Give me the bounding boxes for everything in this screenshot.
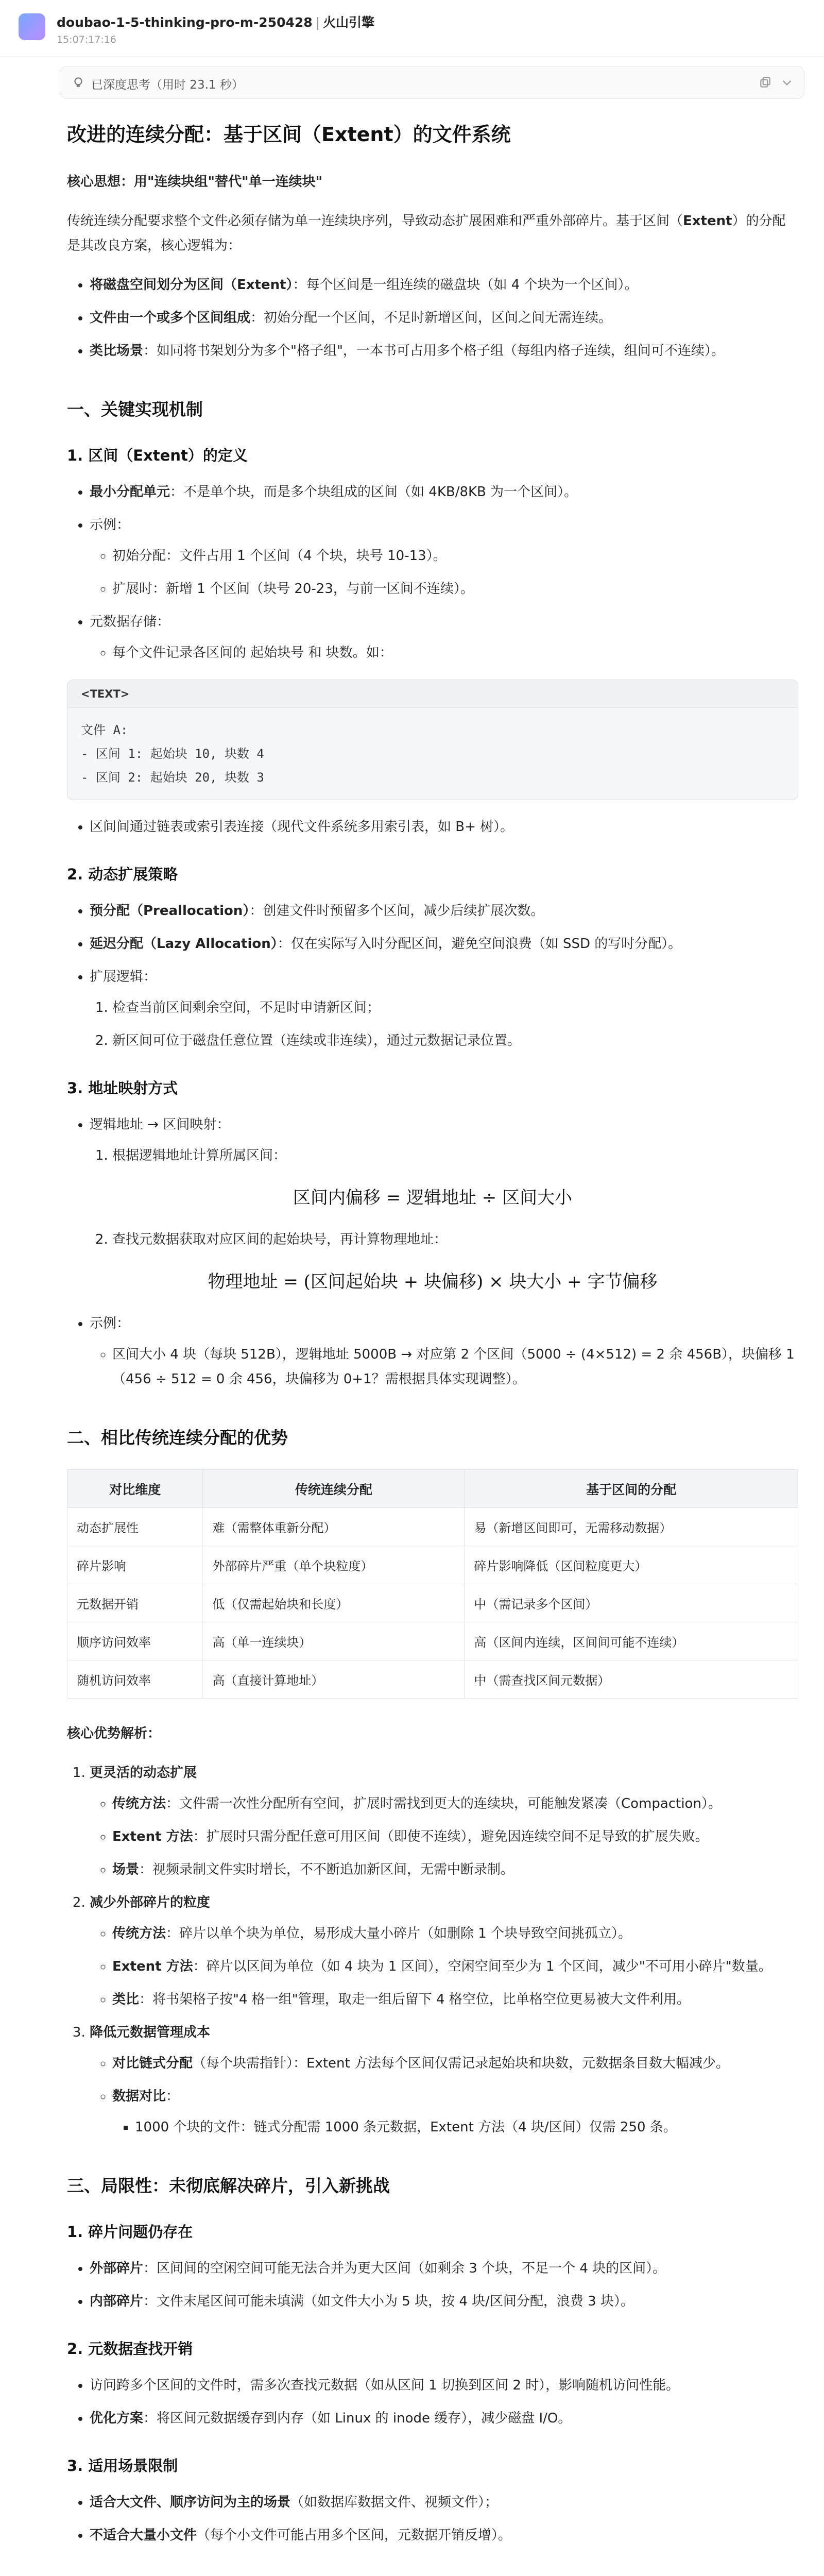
thinking-icon — [72, 76, 85, 89]
list-item: 1. 根据逻辑地址计算所属区间： — [112, 1143, 798, 1168]
subsection-heading: 2. 动态扩展策略 — [67, 866, 178, 883]
item-bold: 不适合大量小文件 — [90, 2528, 197, 2543]
list-item — [90, 480, 798, 504]
table-cell: 难（需整体重新分配） — [203, 1508, 465, 1546]
nested-list — [90, 1791, 798, 1882]
item-text: （如数据库数据文件、视频文件）； — [290, 2495, 499, 2510]
item-bold: 对比链式分配 — [112, 2056, 193, 2071]
core-idea — [67, 170, 798, 194]
item-text: ：如同将书架划分为多个"格子组"，一本书可占用多个格子组（每组内格子连续，组间可不连续）。 — [143, 343, 725, 359]
item-bold: Extent 方法 — [112, 1959, 193, 1974]
table-cell: 元数据开销 — [67, 1584, 203, 1622]
table-cell: 高（直接计算地址） — [203, 1660, 465, 1699]
item-text: ：每个区间是一组连续的磁盘块（如 4 个块为一个区间）。 — [293, 277, 638, 293]
list-item — [90, 2373, 798, 2398]
list-item — [90, 964, 798, 1053]
copy-thinking-icon[interactable] — [759, 76, 772, 89]
metadata-overhead-list — [67, 2373, 798, 2431]
item-text: （每个小文件可能占用多个区间，元数据开销反增）。 — [197, 2528, 512, 2543]
item-text: ：创建文件时预留多个区间，减少后续扩展次数。 — [249, 903, 544, 919]
table-cell: 顺序访问效率 — [67, 1622, 203, 1660]
list-item — [112, 1921, 798, 1946]
item-bold: 类比 — [112, 1992, 140, 2007]
table-cell: 外部碎片严重（单个块粒度） — [203, 1546, 465, 1584]
section-heading: 一、关键实现机制 — [67, 399, 203, 419]
table-row — [67, 1546, 798, 1584]
table-cell: 中（需查找区间元数据） — [465, 1660, 798, 1699]
subsection-heading: 3. 适用场景限制 — [67, 2457, 178, 2475]
table-row — [67, 1660, 798, 1699]
item-bold: 数据对比 — [112, 2089, 166, 2104]
table-header-row — [67, 1470, 798, 1508]
thinking-toggle[interactable] — [60, 66, 804, 99]
list-item — [90, 306, 798, 330]
table-header-cell: 对比维度 — [67, 1470, 203, 1508]
item-bold: 传统方法 — [112, 1926, 166, 1941]
item-text: ：不是单个块，而是多个块组成的区间（如 4KB/8KB 为一个区间）。 — [170, 484, 578, 500]
chevron-down-icon[interactable] — [780, 76, 794, 89]
list-item — [90, 2523, 798, 2548]
code-block — [67, 680, 798, 800]
list-item: ◦ 扩展时：新增 1 个区间（块号 20-23，与前一区间不连续）。 — [112, 577, 798, 601]
item-text: 访问跨多个区间的文件时，需多次查找元数据（如从区间 1 切换到区间 2 时），影响随机访问性能。 — [90, 2378, 680, 2393]
item-text: ：初始分配一个区间，不足时新增区间，区间之间无需连续。 — [250, 310, 612, 326]
item-bold: 最小分配单元 — [90, 484, 170, 500]
mapping-steps-cont — [90, 1227, 798, 1252]
item-bold: 减少外部碎片的粒度 — [90, 1895, 211, 1910]
list-item — [90, 2256, 798, 2281]
item-text: ：区间间的空闲空间可能无法合并为更大区间（如剩余 3 个块，不足一个 4 块的区间）。 — [143, 2261, 666, 2276]
list-item — [90, 931, 798, 956]
section-heading: 二、相比传统连续分配的优势 — [67, 1428, 288, 1448]
nested-list — [90, 640, 798, 665]
thinking-label: 已深度思考（用时 23.1 秒） — [91, 78, 244, 92]
provider-name: 火山引擎 — [323, 15, 375, 30]
expand-strategy-list — [67, 899, 798, 1053]
table-row — [67, 1508, 798, 1546]
scene-list — [67, 2490, 798, 2548]
list-item: ◦ 初始分配：文件占用 1 个区间（4 个块，块号 10-13）。 — [112, 544, 798, 568]
table-cell: 碎片影响 — [67, 1546, 203, 1584]
item-bold: 延迟分配（Lazy Allocation） — [90, 936, 278, 952]
list-item — [90, 1311, 798, 1392]
list-item — [112, 1824, 798, 1849]
list-item — [90, 2289, 798, 2314]
table-row — [67, 1584, 798, 1622]
item-bold: Extent 方法 — [112, 1829, 193, 1844]
item-bold: 适合大文件、顺序访问为主的场景 — [90, 2495, 291, 2510]
item-bold: 外部碎片 — [90, 2261, 144, 2276]
item-bold: 传统方法 — [112, 1796, 166, 1811]
code-language: <TEXT> — [67, 680, 798, 708]
list-item — [112, 1791, 798, 1816]
list-item — [90, 1112, 798, 1168]
list-item — [90, 513, 798, 601]
list-item — [90, 2406, 798, 2431]
item-text: 示例： — [90, 1316, 130, 1331]
table-cell: 碎片影响降低（区间粒度更大） — [465, 1546, 798, 1584]
intro-text-2: ）的分配是其改良方案，核心逻辑为： — [67, 213, 786, 253]
item-text: ：碎片以区间为单位（如 4 块为 1 区间），空闲空间至少为 1 个区间，减少"不可用小碎片"数量。 — [193, 1959, 772, 1974]
intro-paragraph — [67, 209, 798, 258]
item-text: 示例： — [90, 517, 130, 533]
nested-ordered-list — [90, 1143, 798, 1168]
nested-list — [112, 2115, 798, 2140]
nested-list — [90, 1921, 798, 2012]
table-cell: 高（单一连续块） — [203, 1622, 465, 1660]
list-item — [112, 1987, 798, 2012]
table-header-cell: 基于区间的分配 — [465, 1470, 798, 1508]
table-row — [67, 1622, 798, 1660]
list-item — [90, 338, 798, 363]
item-text: ：视频录制文件实时增长，不不断追加新区间，无需中断录制。 — [139, 1862, 514, 1877]
list-item — [90, 273, 798, 297]
nested-list — [90, 1342, 798, 1392]
list-item: 2. 新区间可位于磁盘任意位置（连续或非连续），通过元数据记录位置。 — [112, 1028, 798, 1053]
list-item — [112, 1954, 798, 1979]
advantages-list — [67, 1760, 798, 2140]
list-item — [90, 2490, 798, 2515]
meta-after-list — [67, 815, 798, 839]
advantages-label-text: 核心优势解析： — [67, 1726, 161, 1741]
core-text: 用"连续块组"替代"单一连续块" — [134, 174, 323, 190]
model-title: doubao-1-5-thinking-pro-m-250428 | 火山引擎 — [57, 15, 375, 30]
list-item — [90, 609, 798, 665]
item-bold: 优化方案 — [90, 2411, 144, 2426]
item-bold: 更灵活的动态扩展 — [90, 1765, 197, 1781]
item-text: ：仅在实际写入时分配区间，避免空间浪费（如 SSD 的写时分配）。 — [277, 936, 682, 952]
intro-bold: Extent — [683, 213, 732, 229]
subsection-heading: 2. 元数据查找开销 — [67, 2340, 193, 2358]
subsection-heading: 1. 碎片问题仍存在 — [67, 2223, 193, 2241]
table-cell: 低（仅需起始块和长度） — [203, 1584, 465, 1622]
core-label: 核心思想： — [67, 174, 134, 190]
item-text: ： — [166, 2089, 180, 2104]
table-cell: 动态扩展性 — [67, 1508, 203, 1546]
section-heading: 三、局限性：未彻底解决碎片，引入新挑战 — [67, 2176, 390, 2196]
formula-offset: 区间内偏移 = 逻辑地址 ÷ 区间大小 — [293, 1188, 573, 1208]
comparison-table — [67, 1469, 798, 1699]
item-text: 逻辑地址 → 区间映射： — [90, 1117, 230, 1132]
item-text: ：扩展时只需分配任意可用区间（即使不连续），避免因连续空间不足导致的扩展失败。 — [193, 1829, 709, 1844]
table-header-cell: 传统连续分配 — [203, 1470, 465, 1508]
code-content[interactable]: 文件 A: - 区间 1: 起始块 10, 块数 4 - 区间 2: 起始块 20, 块数 3 — [81, 723, 264, 785]
list-item — [112, 2084, 798, 2140]
item-bold: 将磁盘空间划分为区间（Extent） — [90, 277, 293, 293]
list-item — [90, 2020, 798, 2140]
item-text: ：文件需一次性分配所有空间，扩展时需找到更大的连续块，可能触发紧凑（Compaction）。 — [166, 1796, 722, 1811]
message-time: 15:07:17:16 — [57, 34, 116, 45]
subsection-heading: 1. 区间（Extent）的定义 — [67, 447, 248, 464]
item-text: 扩展逻辑： — [90, 969, 157, 985]
extent-definition-list — [67, 480, 798, 665]
list-item: 2. 查找元数据获取对应区间的起始块号，再计算物理地址： — [112, 1227, 798, 1252]
intro-text-1: 传统连续分配要求整个文件必须存储为单一连续块序列，导致动态扩展困难和严重外部碎片。基于区间（ — [67, 213, 683, 229]
model-logo-icon — [19, 13, 45, 40]
list-item: 1. 检查当前区间剩余空间，不足时申请新区间； — [112, 995, 798, 1020]
fragment-list — [67, 2256, 798, 2314]
nested-list — [90, 2051, 798, 2140]
list-item: ◦ 区间大小 4 块（每块 512B），逻辑地址 5000B → 对应第 2 个区间（5000 ÷ (4×512) = 2 余 456B），块偏移 1（456 ÷ 512 = 0 余 456，块偏移为 0+1？需根据具体实现调整）。 — [112, 1342, 798, 1392]
item-bold: 类比场景 — [90, 343, 144, 359]
list-item — [90, 899, 798, 923]
table-cell: 随机访问效率 — [67, 1660, 203, 1699]
subsection-heading: 3. 地址映射方式 — [67, 1079, 178, 1097]
list-item: ◦ 每个文件记录各区间的 起始块号 和 块数。如： — [112, 640, 798, 665]
item-text: ：将区间元数据缓存到内存（如 Linux 的 inode 缓存），减少磁盘 I/O。 — [143, 2411, 572, 2426]
message-content — [67, 118, 798, 2576]
item-bold: 降低元数据管理成本 — [90, 2025, 211, 2040]
model-name: doubao-1-5-thinking-pro-m-250428 — [57, 15, 313, 30]
table-cell: 中（需记录多个区间） — [465, 1584, 798, 1622]
doc-title: 改进的连续分配：基于区间（Extent）的文件系统 — [67, 123, 511, 146]
item-text: ：文件末尾区间可能未填满（如文件大小为 5 块，按 4 块/区间分配，浪费 3 块）。 — [143, 2294, 634, 2309]
mapping-example-list — [67, 1311, 798, 1392]
list-item — [90, 1760, 798, 1882]
advantages-label — [67, 1721, 798, 1746]
item-text: ：碎片以单个块为单位，易形成大量小碎片（如删除 1 个块导致空间挑孤立）。 — [166, 1926, 632, 1941]
mapping-list — [67, 1112, 798, 1168]
item-text: ：将书架格子按"4 格一组"管理，取走一组后留下 4 格空位，比单格空位更易被大文件利用。 — [139, 1992, 690, 2007]
item-bold: 预分配（Preallocation） — [90, 903, 250, 919]
formula-physical: 物理地址 = (区间起始块 + 块偏移) × 块大小 + 字节偏移 — [208, 1272, 658, 1292]
list-item — [90, 1890, 798, 2012]
list-item — [112, 2051, 798, 2076]
intro-list — [67, 273, 798, 363]
nested-list — [90, 544, 798, 601]
nested-ordered-list — [90, 995, 798, 1053]
list-item: • 区间间通过链表或索引表连接（现代文件系统多用索引表，如 B+ 树）。 — [90, 815, 798, 839]
list-item: ▪ 1000 个块的文件：链式分配需 1000 条元数据，Extent 方法（4 块/区间）仅需 250 条。 — [135, 2115, 798, 2140]
item-text: 元数据存储： — [90, 614, 170, 630]
item-bold: 内部碎片 — [90, 2294, 144, 2309]
chat-header — [0, 0, 824, 57]
table-cell: 易（新增区间即可，无需移动数据） — [465, 1508, 798, 1546]
item-bold: 场景 — [112, 1862, 140, 1877]
table-cell: 高（区间内连续，区间间可能不连续） — [465, 1622, 798, 1660]
item-bold: 文件由一个或多个区间组成 — [90, 310, 251, 326]
list-item — [112, 1857, 798, 1882]
item-text: （每个块需指针）：Extent 方法每个区间仅需记录起始块和块数，元数据条目数大幅减少。 — [193, 2056, 729, 2071]
